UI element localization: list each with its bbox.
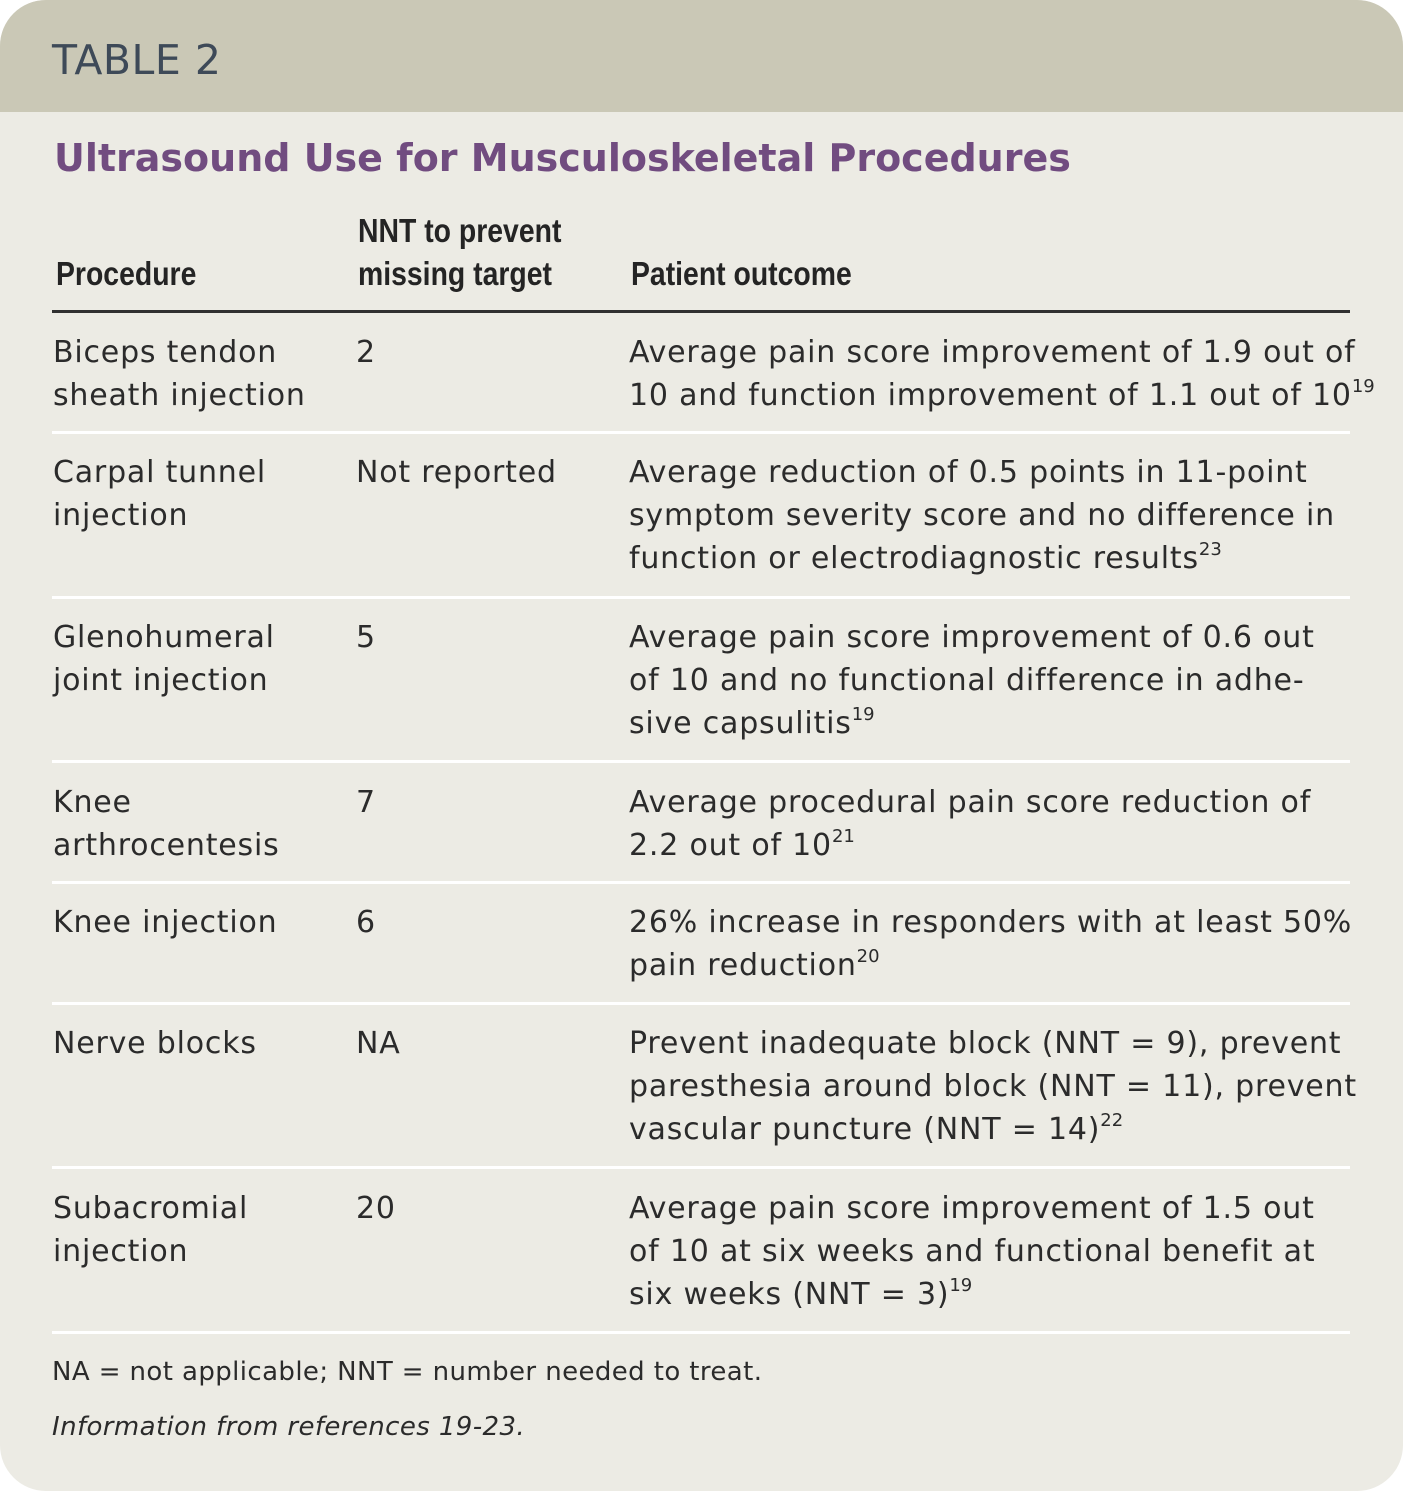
reference-superscript: 19 [1351, 376, 1375, 397]
footnote: NA = not applicable; NNT = number needed to treat. [52, 1357, 763, 1387]
table-title: Ultrasound Use for Musculoskeletal Procedures [54, 136, 1071, 180]
outcome-cell: Average pain score improvement of 1.5 out of 10 at six weeks and functional benefit at six weeks (NNT = 3)$^{19}$ [629, 1191, 1316, 1312]
row-divider [52, 596, 1350, 599]
procedure-cell: Glenohumeral joint injection [53, 620, 275, 698]
outcome-cell: Prevent inadequate block (NNT = 9), prevent paresthesia around block (NNT = 11), prevent vascular puncture (NNT = 14)$^{22}$ [629, 1026, 1357, 1147]
procedure-cell: Nerve blocks [53, 1026, 257, 1061]
source-note: Information from references 19-23. [52, 1412, 526, 1442]
header-rule [52, 310, 1350, 313]
row-divider [52, 881, 1350, 884]
nnt-cell: Not reported [356, 455, 557, 490]
reference-superscript: 21 [831, 826, 855, 847]
nnt-cell: 2 [356, 335, 376, 370]
outcome-cell: Average reduction of 0.5 points in 11-point symptom severity score and no difference in function or electrodiagnostic results$^{23}$ [629, 455, 1335, 576]
row-divider [52, 431, 1350, 434]
column-header-outcome: Patient outcome [631, 255, 852, 292]
procedure-cell: Biceps tendon sheath injection [53, 335, 306, 413]
nnt-cell: NA [356, 1026, 401, 1061]
procedure-cell: Subacromial injection [53, 1191, 249, 1269]
reference-superscript: 22 [1100, 1110, 1124, 1131]
nnt-cell: 6 [356, 905, 376, 940]
outcome-cell: 26% increase in responders with at least 50% pain reduction$^{20}$ [629, 905, 1353, 983]
reference-superscript: 20 [856, 946, 880, 967]
table-label: TABLE 2 [52, 36, 222, 84]
reference-superscript: 23 [1198, 539, 1222, 560]
nnt-cell: 7 [356, 785, 376, 820]
outcome-cell: Average pain score improvement of 0.6 out of 10 and no functional difference in adhe- sive capsulitis$^{19}$ [629, 620, 1315, 741]
procedure-cell: Carpal tunnel injection [53, 455, 266, 533]
procedure-cell: Knee arthrocentesis [53, 785, 280, 863]
column-header-nnt-line2: missing target [358, 255, 552, 292]
column-header-procedure: Procedure [56, 255, 197, 292]
nnt-cell: 20 [356, 1191, 396, 1226]
row-divider [52, 1331, 1350, 1334]
nnt-cell: 5 [356, 620, 376, 655]
outcome-cell: Average procedural pain score reduction of 2.2 out of $10^{21}$ [629, 785, 1312, 863]
row-divider [52, 1002, 1350, 1005]
row-divider [52, 760, 1350, 763]
reference-superscript: 19 [949, 1275, 973, 1296]
row-divider [52, 1166, 1350, 1169]
reference-superscript: 19 [851, 704, 875, 725]
procedure-cell: Knee injection [53, 905, 278, 940]
column-header-nnt-line1: NNT to prevent [358, 212, 562, 249]
outcome-cell: Average pain score improvement of 1.9 out of 10 and function improvement of 1.1 out of $10^{19}$ [629, 335, 1375, 413]
